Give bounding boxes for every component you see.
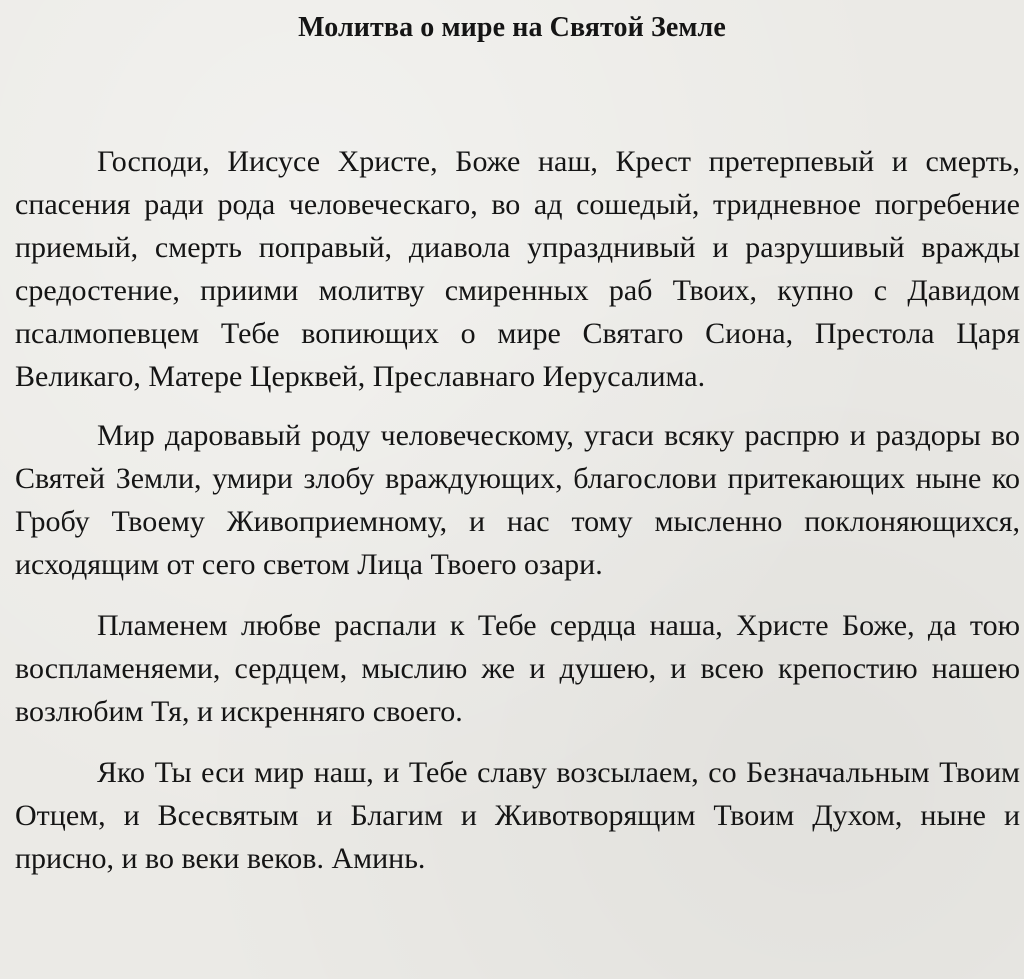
prayer-body	[15, 140, 1020, 880]
paragraph-3: Пламенем любве распали к Тебе сердца наша, Христе Боже, да тою воспламеняеми, сердцем, мыслию же и душею, и всею крепостию нашею возлюбим Тя, и искренняго своего.	[15, 609, 1020, 728]
paragraph-2: Мир даровавый роду человеческому, угаси всяку распрю и раздоры во Святей Земли, умири злобу враждующих, благослови притекающих ныне ко Гробу Твоему Живоприемному, и нас тому мысленно поклоняющихся, исходящим от сего светом Лица Твоего озари.	[15, 419, 1020, 581]
paragraph-1: Господи, Иисусе Христе, Боже наш, Крест претерпевый и смерть, спасения ради рода человеческаго, во ад сошедый, тридневное погребение приемый, смерть поправый, диавола упразднивый и разрушивый вражды средостение, приими молитву смиренных раб Твоих, купно с Давидом псалмопевцем Тебе вопиющих о мире Святаго Сиона, Престола Царя Великаго, Матере Церквей, Преславнаго Иерусалима.	[15, 145, 1020, 393]
document-title: Молитва о мире на Святой Земле	[298, 12, 726, 43]
paragraph-4: Яко Ты еси мир наш, и Тебе славу возсылаем, со Безначальным Твоим Отцем, и Всесвятым и Благим и Животворящим Твоим Духом, ныне и присно, и во веки веков. Аминь.	[15, 756, 1020, 875]
